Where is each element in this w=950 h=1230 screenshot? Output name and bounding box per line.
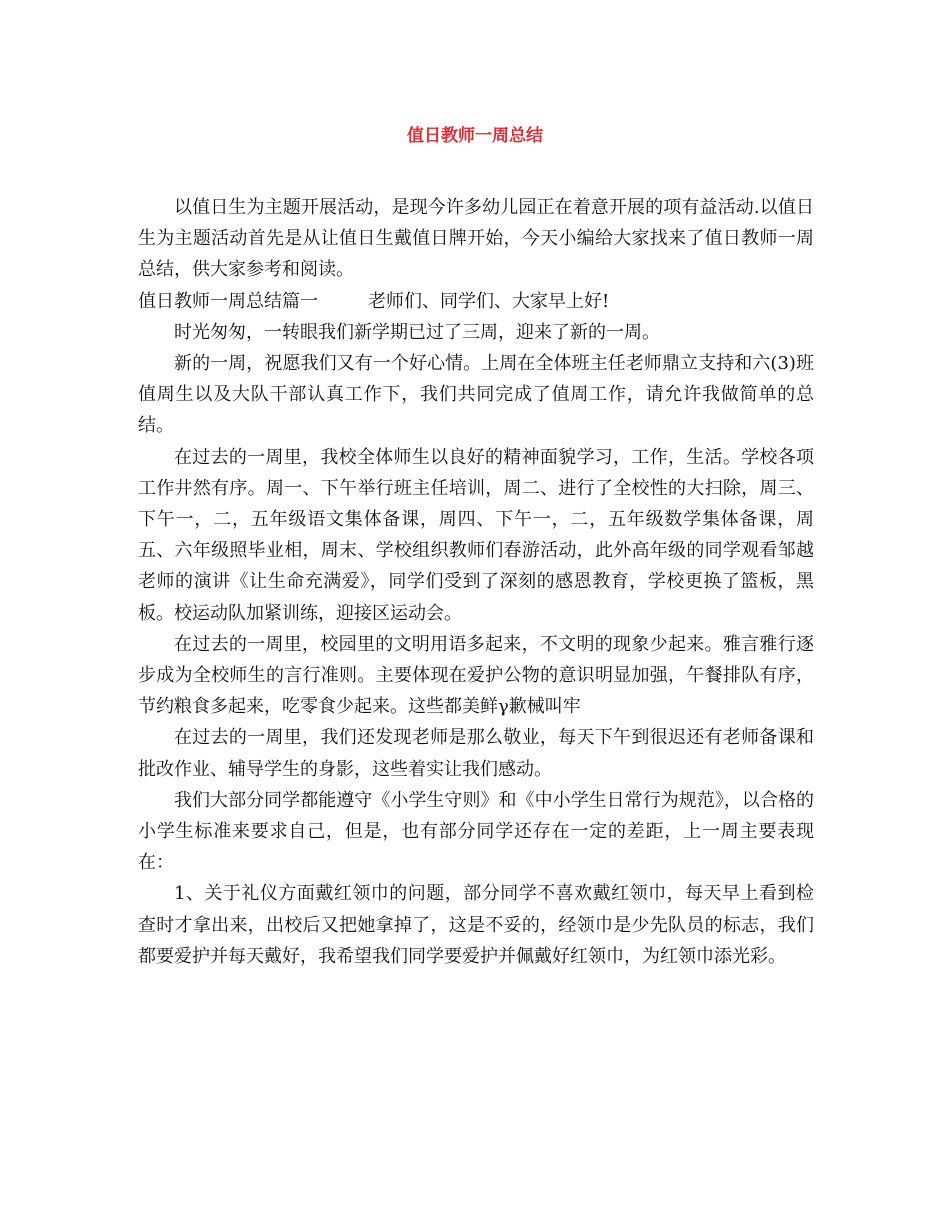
section-heading-line <box>138 286 814 317</box>
paragraph-3: 新的一周，祝愿我们又有一个好心情。上周在全体班主任老师鼎立支持和六(3)班值周生以及大队干部认真工作下，我们共同完成了值周工作，请允许我做简单的总结。 <box>138 353 814 437</box>
paragraph-8: 1、关于礼仪方面戴红领巾的问题，部分同学不喜欢戴红领巾，每天早上看到检查时才拿出来，出校后又把她拿掉了，这是不妥的，经领巾是少先队员的标志，我们都要爱护并每天戴好，我希望我们同学要爱护并佩戴好红领巾，为红领巾添光彩。 <box>138 883 814 967</box>
paragraph-5: 在过去的一周里，校园里的文明用语多起来，不文明的现象少起来。雅言雅行逐步成为全校师生的言行准则。主要体现在爱护公物的意识明显加强，午餐排队有序，节约粮食多起来，吃零食少起来。这些都美鲜γ歉械叫牢 <box>138 633 814 718</box>
document-title: 值日教师一周总结 <box>407 126 543 146</box>
paragraph-intro: 以值日生为主题开展活动，是现今许多幼儿园正在着意开展的项有益活动.以值日生为主题活动首先是从让值日生戴值日牌开始，今天小编给大家找来了值日教师一周总结，供大家参考和阅读。 <box>138 197 814 281</box>
paragraph-7: 我们大部分同学都能遵守《小学生守则》和《中小学生日常行为规范》，以合格的小学生标准来要求自己，但是，也有部分同学还存在一定的差距，上一周主要表现在： <box>138 789 814 874</box>
paragraph-2: 时光匆匆，一转眼我们新学期已过了三周，迎来了新的一周。 <box>174 321 660 343</box>
greeting-text: 老师们、同学们、大家早上好! <box>368 290 610 312</box>
document-body <box>138 192 814 972</box>
section-heading: 值日教师一周总结篇一 <box>138 290 318 312</box>
paragraph-4: 在过去的一周里，我校全体师生以良好的精神面貌学习，工作，生活。学校各项工作井然有序。周一、下午举行班主任培训，周二、进行了全校性的大扫除，周三、下午一，二，五年级语文集体备课，周四、下午一，二，五年级数学集体备课，周五、六年级照毕业相，周末、学校组织教师们春游活动，此外高年级的同学观看邹越老师的演讲《让生命充满爱》，同学们受到了深刻的感恩教育，学校更换了篮板，黑板。校运动队加紧训练，迎接区运动会。 <box>138 446 814 624</box>
paragraph-6: 在过去的一周里，我们还发现老师是那么敬业，每天下午到很迟还有老师备课和批改作业、辅导学生的身影，这些着实让我们感动。 <box>138 727 814 780</box>
